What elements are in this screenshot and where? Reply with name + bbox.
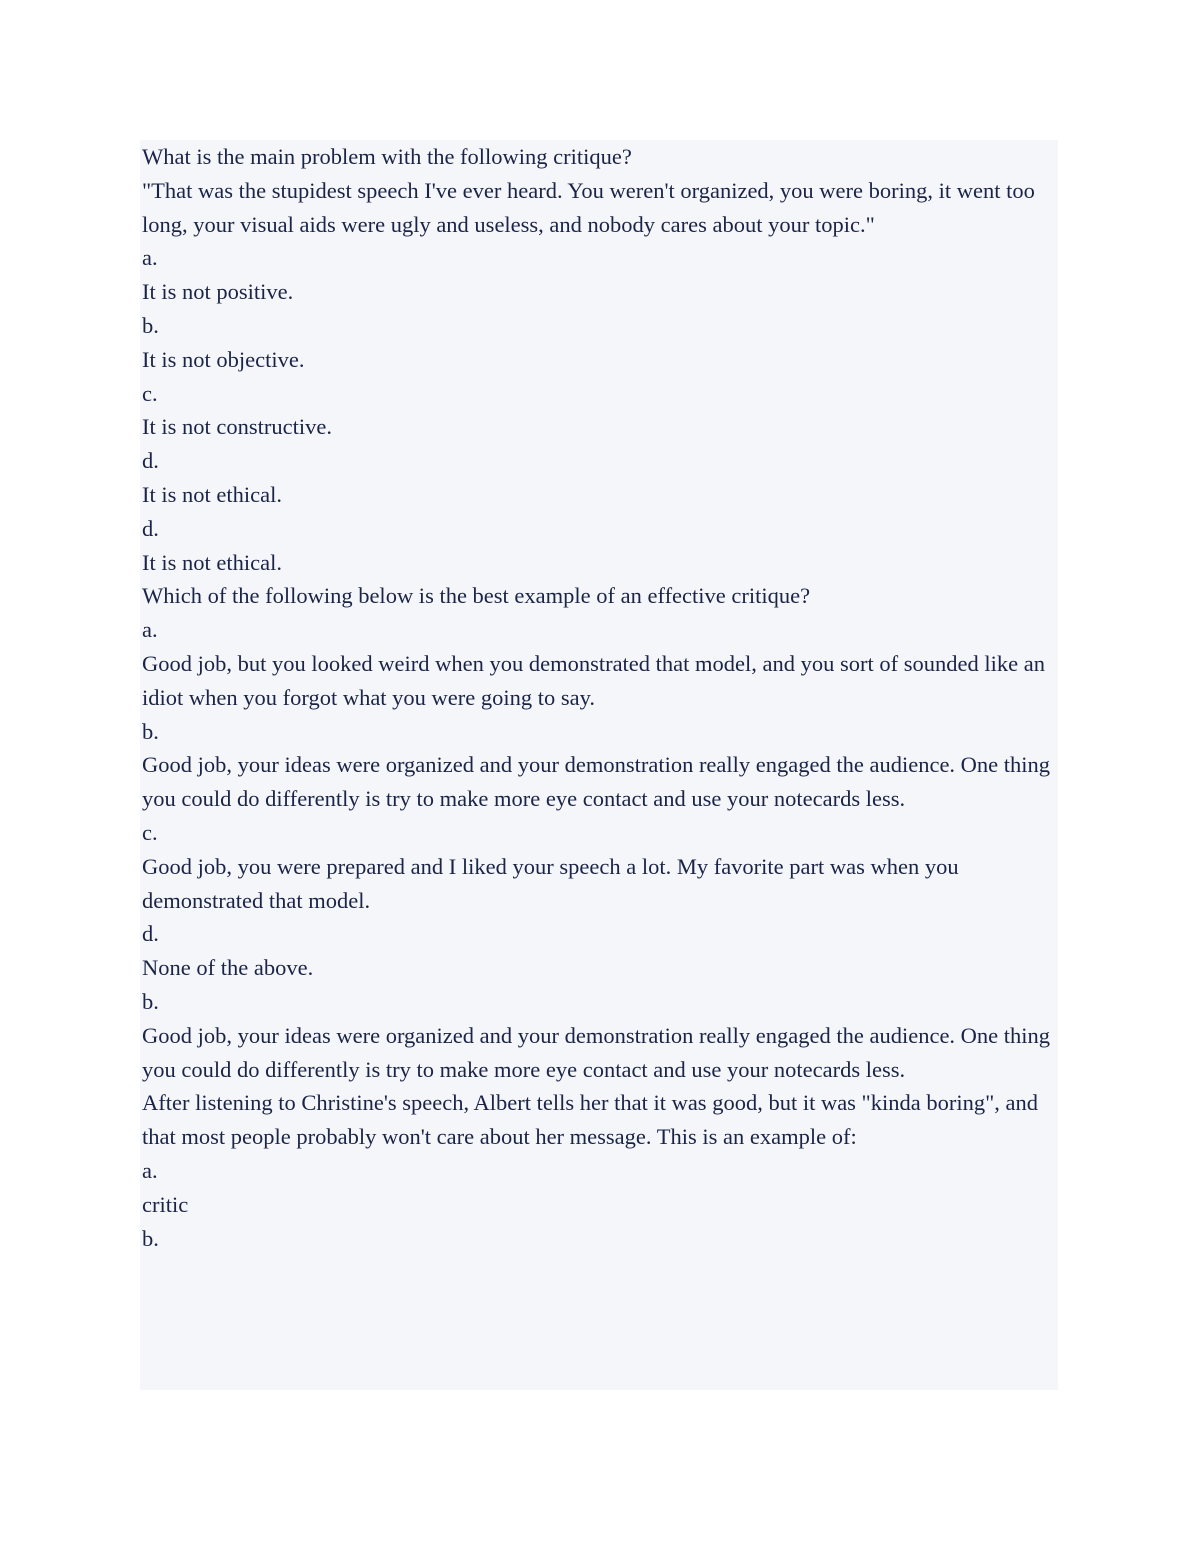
answer-letter: d. <box>142 515 159 541</box>
option-letter: b. <box>142 312 159 338</box>
option-text: Good job, but you looked weird when you demonstrated that model, and you sort of sounded like an idiot when you forgot what you were going to say. <box>142 650 1045 710</box>
document-body <box>140 140 1058 1390</box>
option-text: critic <box>142 1191 189 1217</box>
option-letter: b. <box>142 718 159 744</box>
option-text: Good job, you were prepared and I liked your speech a lot. My favorite part was when you demonstrated that model. <box>142 853 959 913</box>
option-letter: c. <box>142 819 158 845</box>
question-1-quote: "That was the stupidest speech I've ever heard. You weren't organized, you were boring, it went too long, your visual aids were ugly and useless, and nobody cares about your topic." <box>142 177 1035 237</box>
option-text: It is not ethical. <box>142 481 282 507</box>
option-text: It is not positive. <box>142 279 294 305</box>
option-text: It is not objective. <box>142 346 305 372</box>
option-letter: a. <box>142 617 158 643</box>
option-letter: a. <box>142 1157 158 1183</box>
option-letter: d. <box>142 921 159 947</box>
answer-letter: b. <box>142 988 159 1014</box>
answer-text: It is not ethical. <box>142 549 282 575</box>
option-letter: a. <box>142 245 158 271</box>
option-text: It is not constructive. <box>142 414 332 440</box>
option-text: None of the above. <box>142 955 314 981</box>
option-letter: c. <box>142 380 158 406</box>
answer-text: Good job, your ideas were organized and your demonstration really engaged the audience. One thing you could do differently is try to make more eye contact and use your notecards less. <box>142 1022 1051 1082</box>
option-letter: b. <box>142 1225 159 1251</box>
option-letter: d. <box>142 448 159 474</box>
question-2-text: Which of the following below is the best example of an effective critique? <box>142 583 811 609</box>
question-3-text: After listening to Christine's speech, Albert tells her that it was good, but it was "kinda boring", and that most people probably won't care about her message. This is an example of: <box>142 1090 1039 1150</box>
question-1-text: What is the main problem with the following critique? <box>142 144 632 169</box>
option-text: Good job, your ideas were organized and your demonstration really engaged the audience. One thing you could do differently is try to make more eye contact and use your notecards less. <box>142 752 1051 812</box>
